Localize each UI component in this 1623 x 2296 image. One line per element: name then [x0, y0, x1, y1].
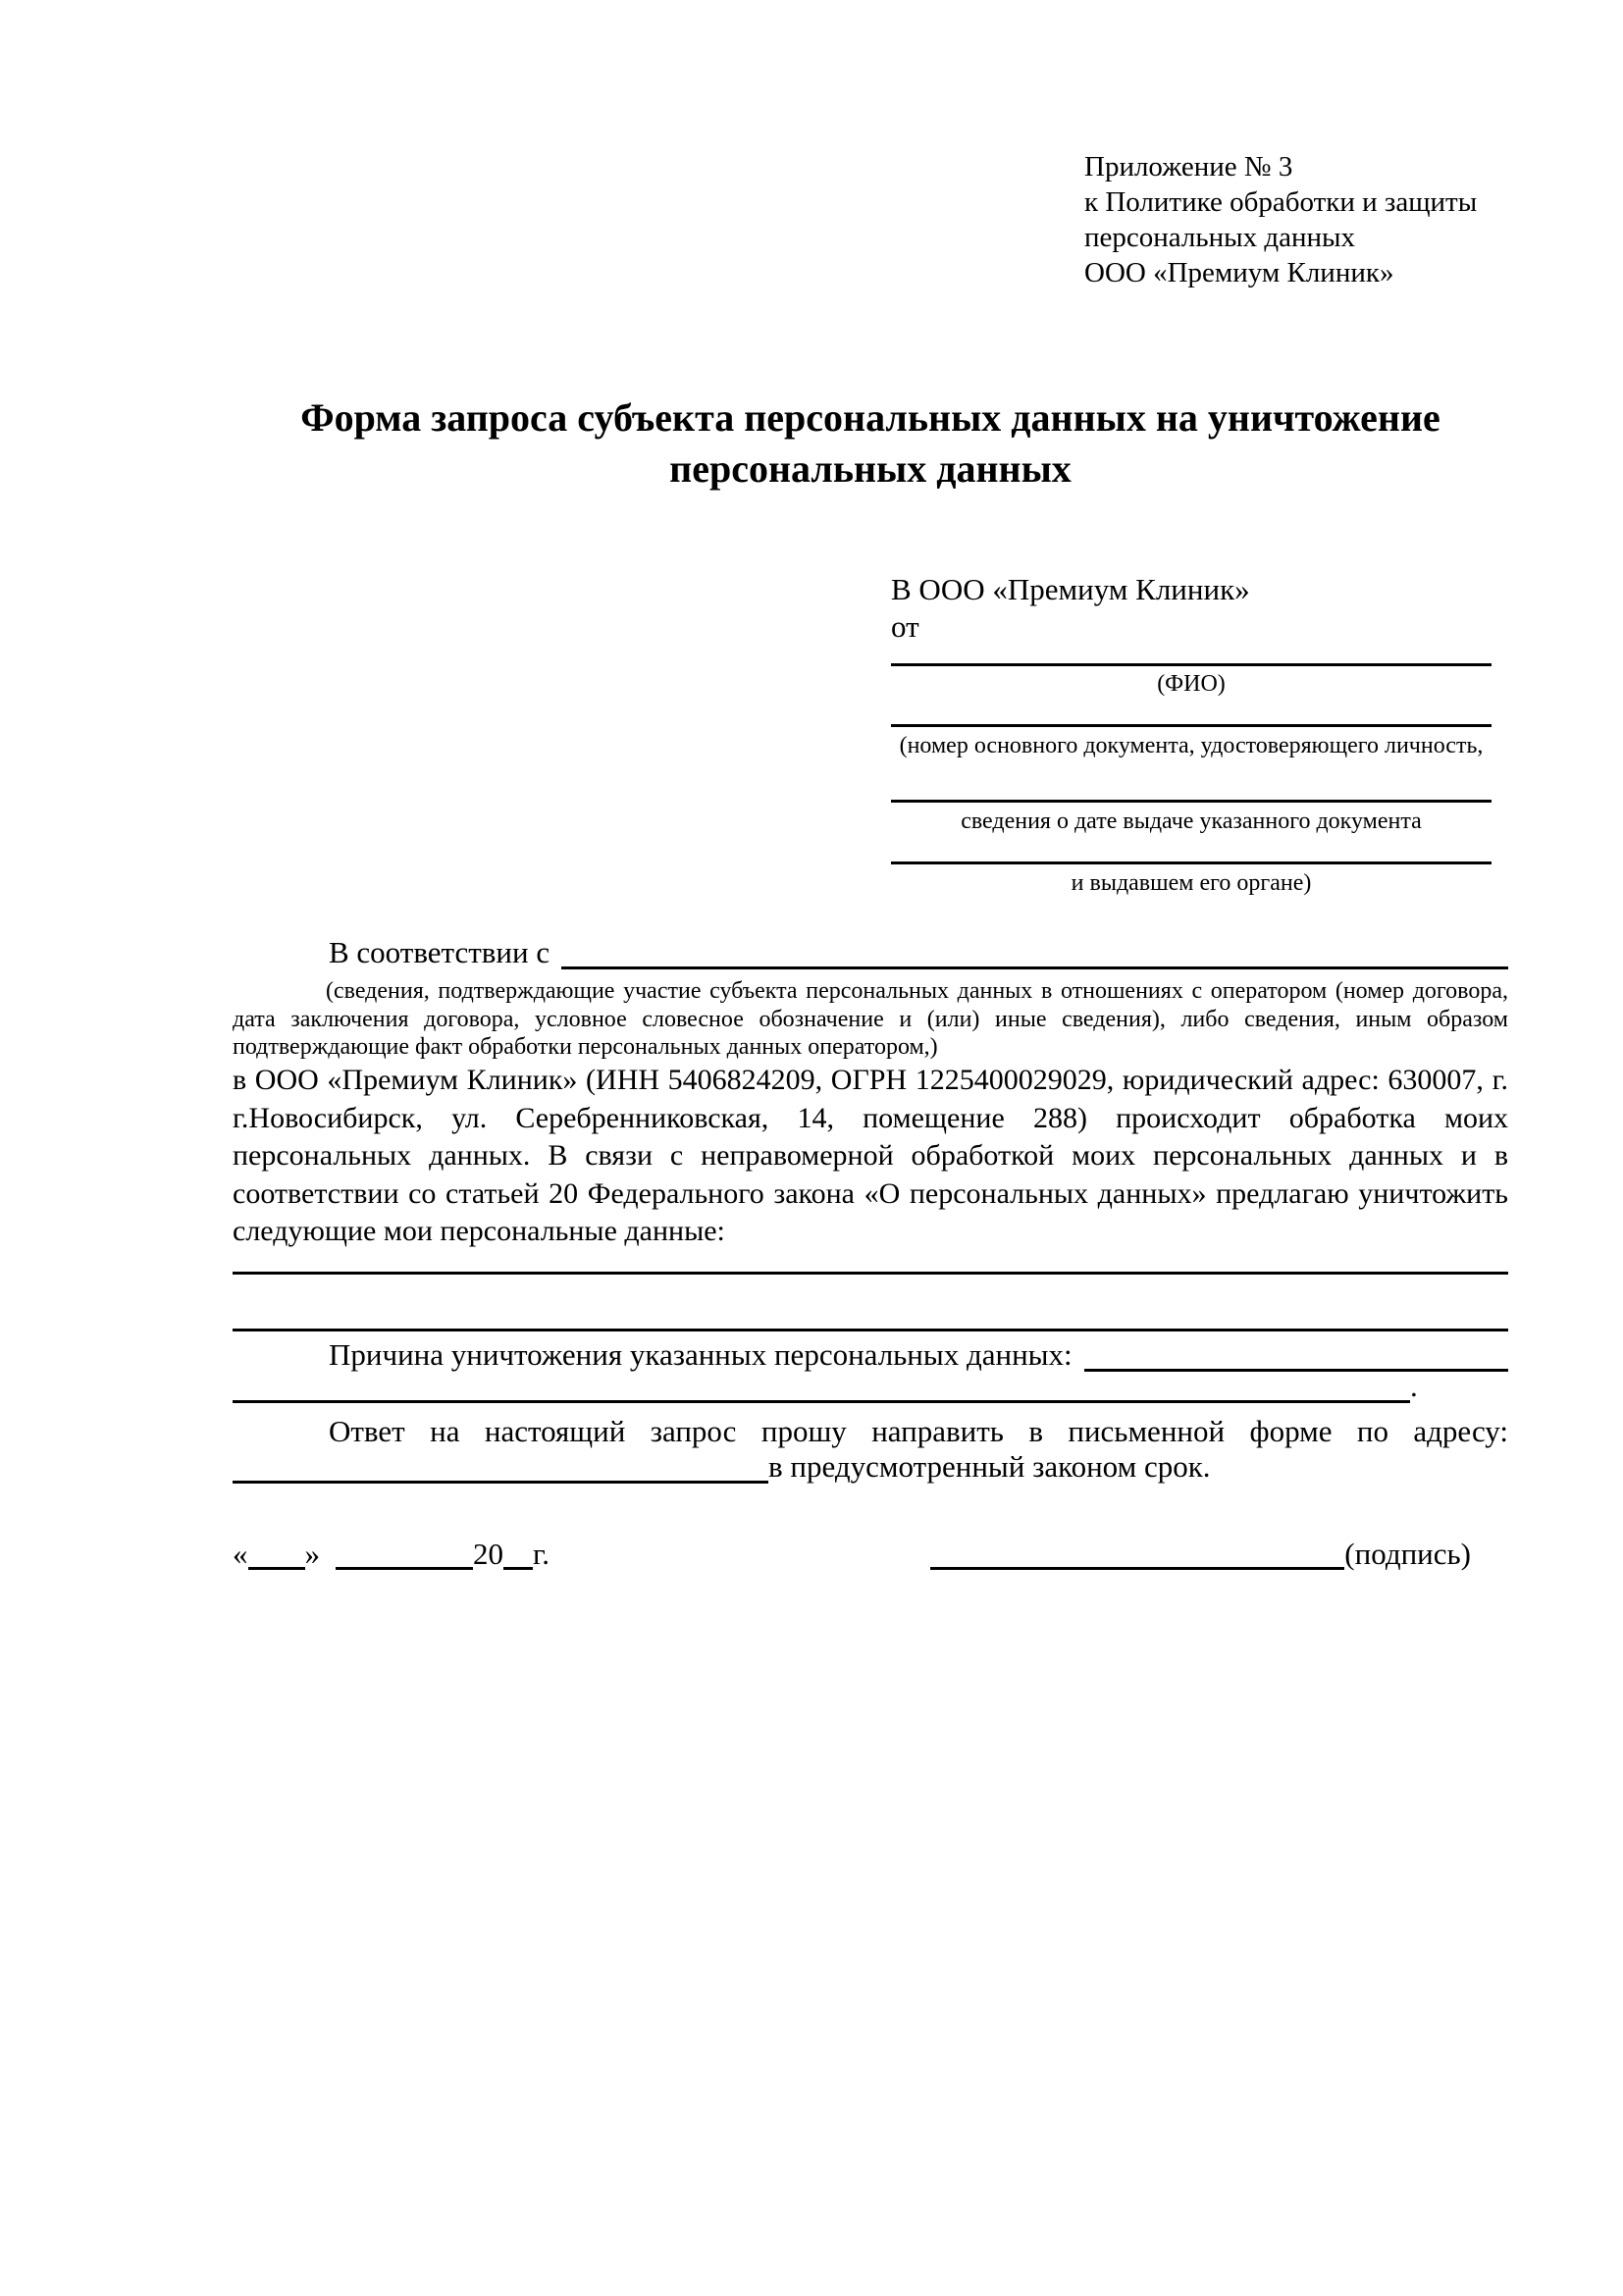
reply-address-blank-line: [233, 1480, 768, 1484]
date-year-prefix: 20: [473, 1537, 503, 1571]
date-month-blank: [336, 1566, 473, 1570]
sentence-period: .: [1410, 1369, 1418, 1403]
accordance-prefix: В соответствии с: [329, 935, 550, 969]
signature-blank-line: [930, 1566, 1344, 1570]
reason-row: [233, 1336, 1508, 1374]
document-number-note: (номер основного документа, удостоверяющего личность,: [899, 733, 1484, 758]
date-year-suffix: г.: [533, 1537, 550, 1571]
personal-data-blank-line-2: [233, 1329, 1508, 1331]
date-day-blank: [248, 1566, 305, 1570]
reason-continuation-row: [233, 1370, 1508, 1405]
document-issue-date-note: сведения о дате выдаче указанного документа: [961, 809, 1422, 834]
reply-address-row: [233, 1450, 1508, 1486]
signature-group: [930, 1537, 1471, 1572]
reply-suffix: в предусмотренный законом срок.: [768, 1449, 1211, 1484]
appendix-header: [1084, 149, 1477, 290]
date-open-quote: «: [233, 1537, 248, 1571]
document-issuer-note: и выдавшем его органе): [1071, 870, 1312, 896]
document-number-blank-line: [891, 724, 1492, 727]
addressee-from-label: от: [891, 609, 919, 644]
date-close-quote: »: [304, 1537, 320, 1571]
accordance-footnote: (сведения, подтверждающие участие субъекта персональных данных в отношениях с оператором (номер договора, дата заключения договора, условное словесное обозначение и (или) иные сведения), либо сведения, иным образом подтверждающие факт обработки персональных данных оператором,): [233, 978, 1508, 1060]
main-paragraph: в ООО «Премиум Клиник» (ИНН 5406824209, ОГРН 1225400029029, юридический адрес: 630007, г. г.Новосибирск, ул. Серебренниковская, 14, помещение 288) происходит обработка моих персональных данных. В связи с неправомерной обработкой моих персональных данных и в соответствии со статьей 20 Федерального закона «О персональных данных» предлагаю уничтожить следующие мои персональные данные:: [233, 1064, 1508, 1247]
fio-note: (ФИО): [1157, 671, 1226, 697]
fio-blank-line: [891, 663, 1492, 666]
reason-blank-line-2: [233, 1399, 1410, 1403]
appendix-line: ООО «Премиум Клиник»: [1084, 257, 1394, 288]
appendix-line: Приложение № 3: [1084, 151, 1293, 183]
form-title: Форма запроса субъекта персональных данных на уничтожение персональных данных: [300, 395, 1440, 491]
appendix-line: персональных данных: [1084, 222, 1356, 253]
addressee-to: В ООО «Премиум Клиник»: [891, 572, 1250, 606]
date-year-blank: [503, 1566, 533, 1570]
reason-label: Причина уничтожения указанных персональных данных:: [329, 1337, 1073, 1372]
accordance-row: [233, 934, 1508, 971]
personal-data-blank-line-1: [233, 1272, 1508, 1275]
reply-request: Ответ на настоящий запрос прошу направить в письменной форме по адресу:: [329, 1414, 1508, 1448]
document-issuer-blank-line: [891, 861, 1492, 864]
accordance-blank-line: [561, 965, 1508, 969]
appendix-line: к Политике обработки и защиты: [1084, 186, 1478, 218]
date-signature-row: [233, 1537, 1471, 1572]
signature-note: (подпись): [1344, 1537, 1471, 1571]
document-issue-date-blank-line: [891, 800, 1492, 803]
